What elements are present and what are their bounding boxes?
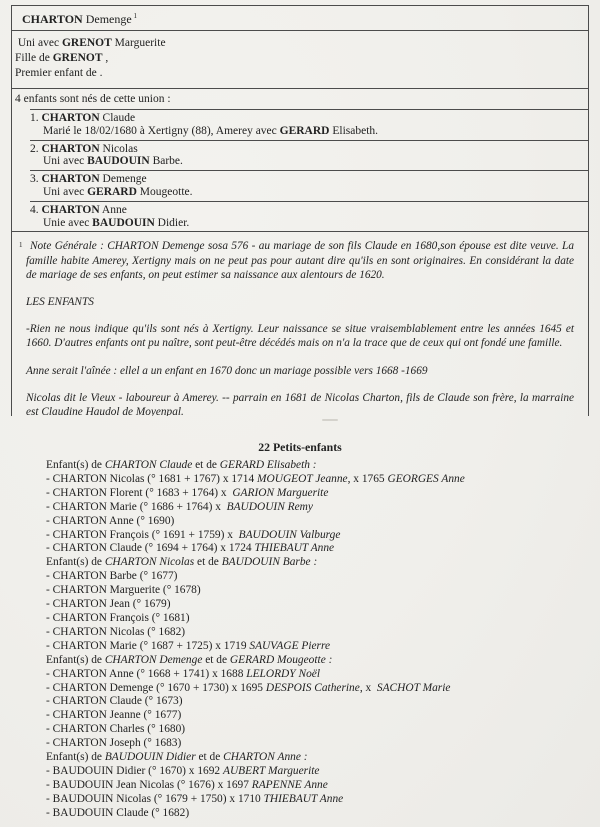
grandchild-entry [46, 737, 582, 751]
grandchild-entry [46, 807, 582, 821]
text-run: - BAUDOUIN Jean Nicolas (° 1676) x 1697 [46, 778, 252, 791]
text-run: THIEBAUT Anne [254, 542, 335, 555]
text-run: - CHARTON Demenge (° 1670 + 1730) x 1695 [46, 681, 266, 694]
grandchild-entry [46, 487, 582, 501]
child-union-line [30, 186, 588, 199]
grandchild-entry [46, 779, 582, 793]
text-run: - CHARTON François (° 1691 + 1759) x [46, 528, 239, 541]
text-run: Uni avec [43, 155, 88, 168]
text-run: Demenge [82, 12, 132, 26]
text-run: Marguerite [111, 37, 166, 49]
grandchildren-list [46, 459, 582, 821]
text-run: - CHARTON Nicolas (° 1682) [46, 625, 186, 638]
union-line [15, 66, 576, 81]
text-run: , x [359, 681, 377, 694]
general-note [12, 231, 588, 416]
grandchildren-group [46, 751, 582, 821]
text-run: Demenge [99, 173, 147, 186]
family-card [11, 5, 589, 416]
text-run: GRENOT [52, 52, 103, 64]
text-run: BAUDOUIN Barbe : [221, 556, 318, 569]
text-run: GERARD [279, 124, 330, 137]
grandchild-entry [46, 668, 582, 682]
note-paragraph: LES ENFANTS [26, 295, 94, 308]
text-run: BAUDOUIN Remy [226, 500, 313, 513]
text-run: , [102, 52, 109, 64]
text-run: GARION Marguerite [232, 486, 329, 499]
text-run: RAPENNE Anne [251, 778, 328, 791]
group-header [46, 654, 582, 668]
person-title [12, 6, 588, 31]
text-run: BAUDOUIN [92, 216, 155, 229]
text-run: GEORGES Anne [387, 472, 465, 485]
text-run: - CHARTON Florent (° 1683 + 1764) x [46, 486, 233, 499]
text-run: Uni avec [15, 37, 62, 49]
text-run: Unie avec [43, 216, 93, 229]
child-name-line [30, 143, 588, 156]
note-paragraphs [26, 239, 574, 416]
text-run: MOUGEOT Jeanne [257, 472, 348, 485]
text-run: GERARD Mougeotte : [229, 653, 333, 666]
child-entry [30, 109, 588, 140]
child-entry [30, 170, 588, 201]
group-header [46, 556, 582, 570]
note-paragraph: Anne serait l'aînée : ellel a un enfant en 1670 donc un mariage possible vers 1668 -1669 [26, 364, 428, 377]
text-run: CHARTON Anne : [223, 751, 308, 764]
grandchild-entry [46, 542, 582, 556]
text-run: Enfant(s) de [46, 556, 105, 569]
grandchild-entry [46, 529, 582, 543]
grandchild-entry [46, 570, 582, 584]
text-run: GERARD Elisabeth : [219, 459, 317, 471]
child-entry [30, 140, 588, 171]
text-run: - CHARTON Nicolas (° 1681 + 1767) x 1714 [46, 472, 257, 485]
text-run: GERARD [87, 185, 137, 198]
grandchild-entry [46, 793, 582, 807]
text-run: BAUDOUIN [87, 155, 150, 168]
text-run: - CHARTON Barbe (° 1677) [46, 570, 178, 583]
text-run: Didier. [154, 216, 190, 229]
grandchild-entry [46, 598, 582, 612]
note-paragraph: -Rien ne nous indique qu'ils sont nés à Xertigny. Leur naissance se situe vraisemblablement entre les années 1645 et 1660. D'autres enfants ont pu naître, sont peut-être décédés mais on n'a la trace que de ceux qui ont fondé une famille. [26, 323, 574, 350]
text-run: 4. [30, 203, 42, 216]
text-run: CHARTON [41, 203, 100, 216]
text-run: Enfant(s) de [46, 459, 105, 471]
text-run: CHARTON Demenge [104, 653, 203, 666]
child-name-line [30, 112, 588, 125]
text-run: LELORDY Noël [246, 667, 320, 680]
group-header [46, 459, 582, 473]
text-run: Barbe. [149, 155, 183, 168]
text-run: - BAUDOUIN Claude (° 1682) [46, 806, 190, 819]
grandchild-entry [46, 695, 582, 709]
children-list [30, 109, 588, 231]
grandchild-entry [46, 473, 582, 487]
text-run: - CHARTON Marie (° 1687 + 1725) x 1719 [46, 639, 250, 652]
text-run: Enfant(s) de [46, 751, 105, 764]
grandchildren-title: 22 Petits-enfants [258, 440, 342, 454]
child-name-line [30, 173, 588, 186]
union-line [15, 51, 576, 66]
text-run: GRENOT [61, 37, 112, 49]
text-run: CHARTON [41, 173, 100, 186]
union-line [15, 36, 576, 51]
text-run: DESPOIS Catherine [265, 681, 360, 694]
text-run: - CHARTON Marguerite (° 1678) [46, 584, 201, 597]
child-entry [30, 201, 588, 232]
text-run: SACHOT Marie [376, 681, 451, 694]
grandchild-entry [46, 640, 582, 654]
text-run: CHARTON [41, 142, 100, 155]
child-union-line [30, 125, 588, 138]
scan-artifact-mark [322, 419, 338, 421]
grandchild-entry [46, 709, 582, 723]
text-run: CHARTON [41, 112, 100, 124]
note-paragraph: Note Générale : CHARTON Demenge sosa 576 - au mariage de son fils Claude en 1680,son épouse est dite veuve. La famille habite Amerey, Xertigny mais on ne peut pas pour autant dire qu'ils en sont originaires. En considérant la date de mariage de ses enfants, on peut estimer sa naissance aux alentours de 1620. [26, 240, 574, 281]
text-run: CHARTON Claude [104, 459, 193, 471]
grandchild-entry [46, 515, 582, 529]
text-run: - BAUDOUIN Didier (° 1670) x 1692 [46, 764, 223, 777]
text-run: - CHARTON Claude (° 1673) [46, 695, 183, 708]
grandchild-entry [46, 626, 582, 640]
text-run: Elisabeth. [329, 124, 379, 137]
text-run: Marié le 18/02/1680 à Xertigny (88), Amerey avec [43, 124, 280, 137]
text-run: - CHARTON Anne (° 1668 + 1741) x 1688 [46, 667, 247, 680]
text-run: 3. [30, 173, 42, 186]
text-run: CHARTON Nicolas [104, 556, 195, 569]
text-run: Fille de [15, 52, 53, 64]
text-run: BAUDOUIN Valburge [238, 528, 341, 541]
text-run: - CHARTON Joseph (° 1683) [46, 737, 182, 750]
grandchild-entry [46, 612, 582, 626]
text-run: SAUVAGE Pierre [249, 639, 331, 652]
text-run: et de [192, 459, 220, 471]
text-run: et de [195, 751, 224, 764]
grandchild-entry [46, 682, 582, 696]
text-run: 2. [30, 142, 42, 155]
text-run: Mougeotte. [136, 185, 193, 198]
union-info [12, 31, 588, 89]
grandchildren-group [46, 654, 582, 751]
note-paragraph: Nicolas dit le Vieux - laboureur à Amerey. -- parrain en 1681 de Nicolas Charton, fils de Claude son frère, la marraine est Claudine Haudol de Moyenpal. [26, 391, 574, 416]
text-run: Anne [99, 203, 127, 216]
child-name-line [30, 204, 588, 217]
text-run: , x 1765 [347, 472, 388, 485]
grandchild-entry [46, 723, 582, 737]
grandchild-entry [46, 501, 582, 515]
text-run: - CHARTON Charles (° 1680) [46, 723, 186, 736]
text-run: - CHARTON François (° 1681) [46, 611, 190, 624]
text-run: - CHARTON Jean (° 1679) [46, 598, 171, 611]
text-run: 1 [131, 12, 137, 20]
grandchildren-group [46, 556, 582, 653]
text-run: Premier enfant de . [15, 67, 103, 79]
text-run: CHARTON [22, 12, 83, 26]
text-run: - CHARTON Marie (° 1686 + 1764) x [46, 500, 227, 513]
text-run: - CHARTON Claude (° 1694 + 1764) x 1724 [46, 542, 255, 555]
child-union-line [30, 155, 588, 168]
grandchildren-group [46, 459, 582, 556]
text-run: - CHARTON Anne (° 1690) [46, 514, 175, 527]
text-run: - BAUDOUIN Nicolas (° 1679 + 1750) x 1710 [46, 792, 264, 805]
text-run: Claude [99, 112, 136, 124]
child-union-line [30, 217, 588, 230]
text-run: Enfant(s) de [46, 653, 105, 666]
children-intro: 4 enfants sont nés de cette union : [15, 93, 171, 105]
text-run: Uni avec [43, 185, 88, 198]
text-run: et de [202, 653, 230, 666]
footnote-ref: 1 [19, 241, 23, 250]
text-run: THIEBAUT Anne [263, 792, 344, 805]
text-run: Nicolas [99, 142, 138, 155]
text-run: BAUDOUIN Didier [104, 751, 196, 764]
group-header [46, 751, 582, 765]
grandchild-entry [46, 765, 582, 779]
text-run: 1. [30, 112, 42, 124]
text-run: - CHARTON Jeanne (° 1677) [46, 709, 182, 722]
grandchild-entry [46, 584, 582, 598]
text-run: AUBERT Marguerite [222, 764, 320, 777]
text-run: et de [194, 556, 222, 569]
